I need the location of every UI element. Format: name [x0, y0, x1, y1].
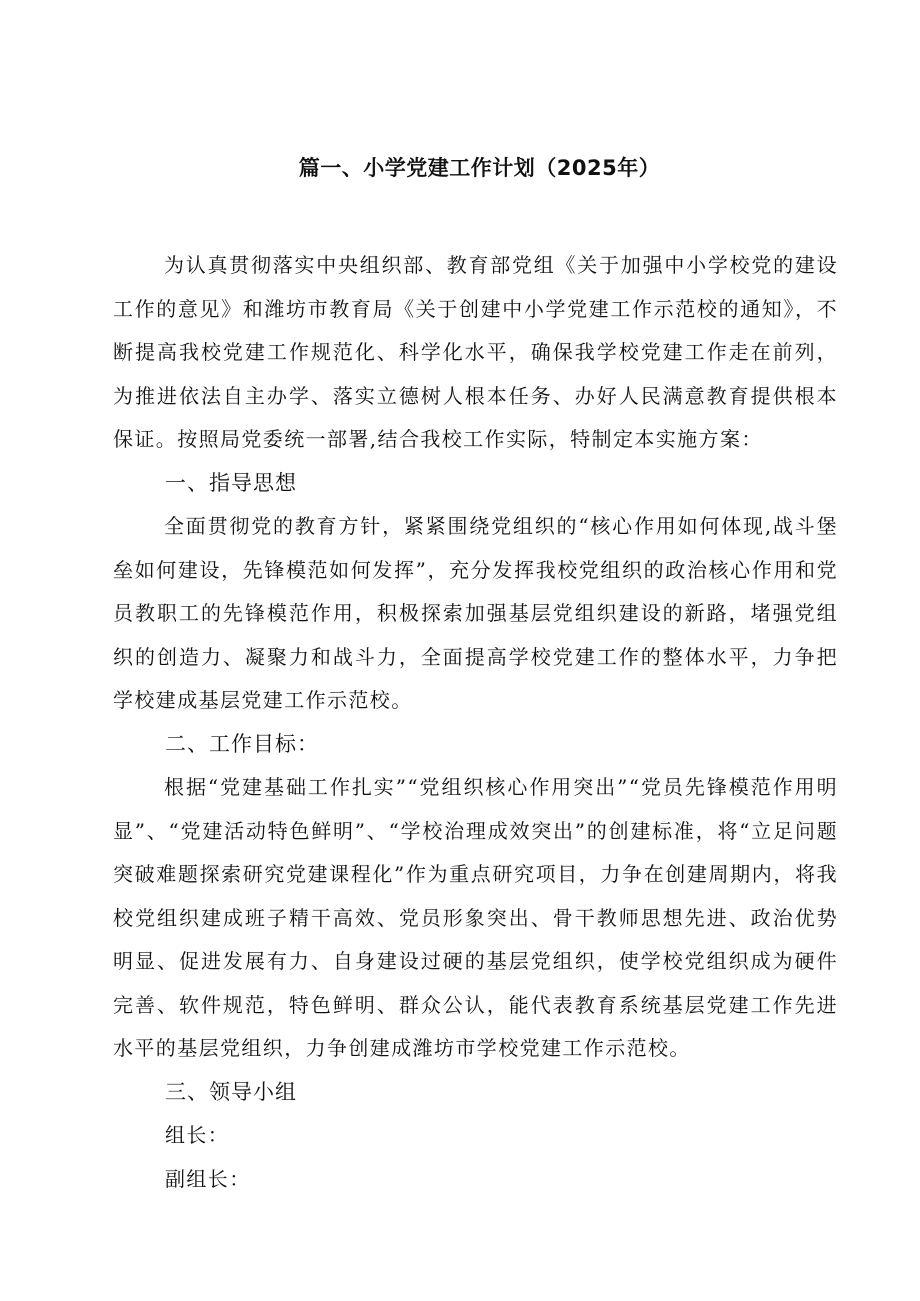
section-heading-work-goals: 二、工作目标： — [165, 731, 319, 756]
work-goals-paragraph: 根据“党建基础工作扎实”“党组织核心作用突出”“党员先锋模范作用明显”、“党建活动特色鲜明”、“学校治理成效突出”的创建标准，将“立足问题突破难题探索研究党建课程化”作为重点研究项目，力争在创建周期内，将我校党组织建成班子精干高效、党员形象突出、骨干教师思想先进、政治优势明显、促进发展有力、自身建设过硬的基层党组织，使学校党组织成为硬件完善、软件规范，特色鲜明、群众公认，能代表教育系统基层党建工作先进水平的基层党组织，力争创建成潍坊市学校党建工作示范校。 — [113, 775, 838, 1060]
document-title: 篇一、小学党建工作计划（2025年） — [298, 156, 661, 180]
section-heading-leading-group: 三、领导小组 — [165, 1079, 297, 1104]
intro-paragraph: 为认真贯彻落实中央组织部、教育部党组《关于加强中小学校党的建设工作的意见》和潍坊市教育局《关于创建中小学党建工作示范校的通知》，不断提高我校党建工作规范化、科学化水平，确保我学校党建工作走在前列，为推进依法自主办学、落实立德树人根本任务、办好人民满意教育提供根本保证。按照局党委统一部署,结合我校工作实际，特制定本实施方案： — [113, 253, 838, 451]
deputy-leader-label: 副组长： — [165, 1166, 251, 1191]
section-heading-guiding-ideology: 一、指导思想 — [165, 470, 297, 495]
guiding-ideology-paragraph: 全面贯彻党的教育方针，紧紧围绕党组织的“核心作用如何体现,战斗堡垒如何建设，先锋模范如何发挥”，充分发挥我校党组织的政治核心作用和党员教职工的先锋模范作用，积极探索加强基层党组织建设的新路，堵强党组织的创造力、凝聚力和战斗力，全面提高学校党建工作的整体水平，力争把学校建成基层党建工作示范校。 — [113, 514, 838, 712]
leader-label: 组长： — [165, 1123, 230, 1147]
